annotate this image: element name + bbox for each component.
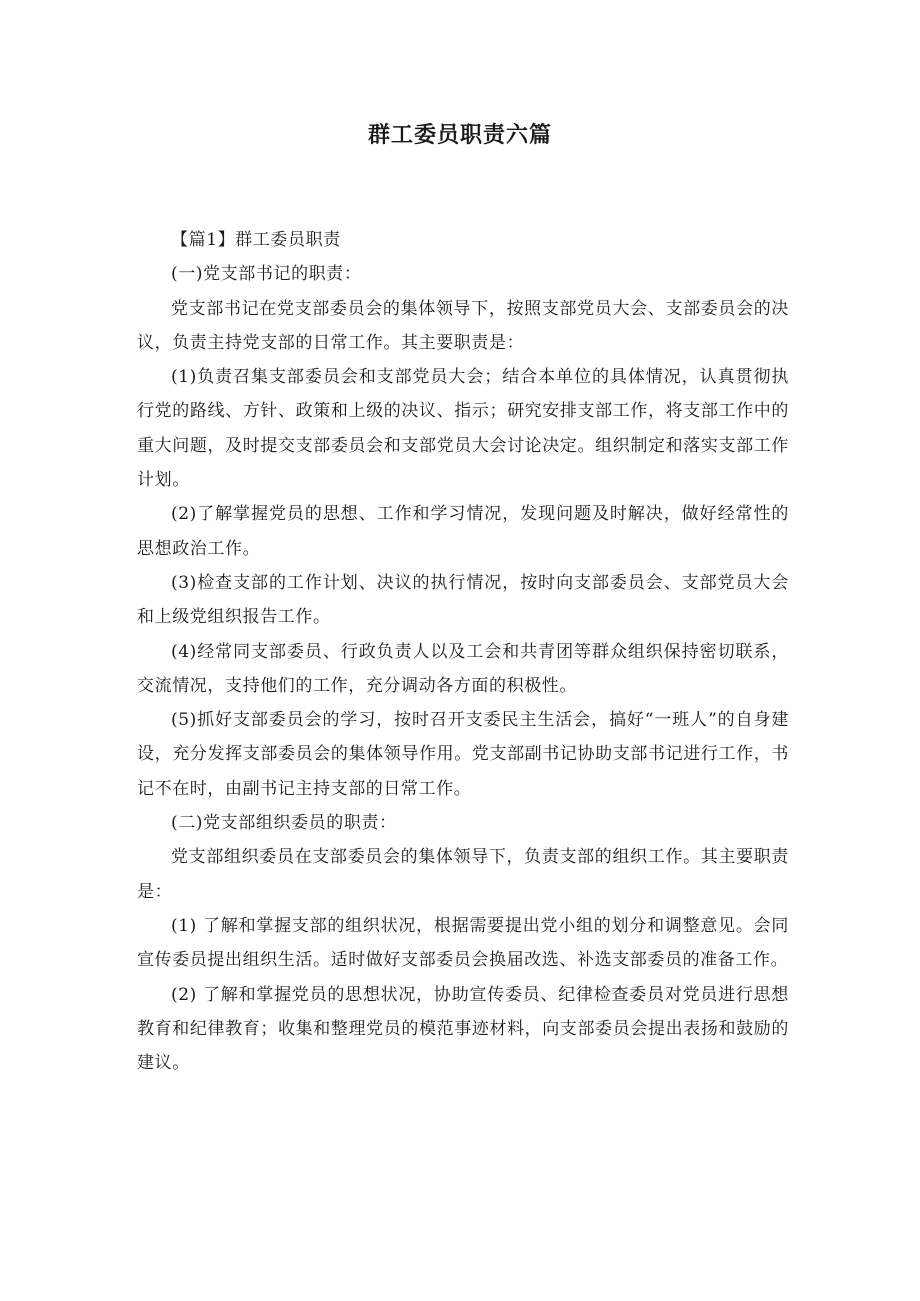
paragraph-organization-duty-2: (2) 了解和掌握党员的思想状况，协助宣传委员、纪律检查委员对党员进行思想教育和纪律教育；收集和整理党员的模范事迹材料，向支部委员会提出表扬和鼓励的建议。 bbox=[137, 984, 789, 1074]
paragraph-subheading-secretary: (一)党支部书记的职责： bbox=[171, 264, 362, 285]
paragraph-section-heading: 【篇1】群工委员职责 bbox=[171, 230, 341, 250]
paragraph-secretary-duty-3: (3)检查支部的工作计划、决议的执行情况，按时向支部委员会、支部党员大会和上级党组织报告工作。 bbox=[137, 572, 789, 628]
paragraph-subheading-organization: (二)党支部组织委员的职责： bbox=[171, 813, 397, 834]
document-body bbox=[137, 223, 789, 1080]
document-title: 群工委员职责六篇 bbox=[367, 123, 552, 148]
paragraph-secretary-duty-4: (4)经常同支部委员、行政负责人以及工会和共青团等群众组织保持密切联系，交流情况，支持他们的工作，充分调动各方面的积极性。 bbox=[137, 641, 789, 696]
paragraph-organization-duty-1: (1) 了解和掌握支部的组织状况，根据需要提出党小组的划分和调整意见。会同宣传委员提出组织生活。适时做好支部委员会换届改选、补选支部委员的准备工作。 bbox=[137, 915, 789, 971]
paragraph-secretary-duty-1: (1)负责召集支部委员会和支部党员大会；结合本单位的具体情况，认真贯彻执行党的路线、方针、政策和上级的决议、指示；研究安排支部工作，将支部工作中的重大问题，及时提交支部委员会和支部党员大会讨论决定。组织制定和落实支部工作计划。 bbox=[137, 367, 789, 491]
paragraph-secretary-duty-2: (2)了解掌握党员的思想、工作和学习情况，发现问题及时解决，做好经常性的思想政治工作。 bbox=[137, 504, 789, 559]
paragraph-secretary-duty-5: (5)抓好支部委员会的学习，按时召开支委民主生活会，搞好“一班人”的自身建设，充分发挥支部委员会的集体领导作用。党支部副书记协助支部书记进行工作，书记不在时，由副书记主持支部的日常工作。 bbox=[137, 710, 789, 799]
paragraph-secretary-intro: 党支部书记在党支部委员会的集体领导下，按照支部党员大会、支部委员会的决议，负责主持党支部的日常工作。其主要职责是： bbox=[137, 298, 789, 353]
paragraph-organization-intro: 党支部组织委员在支部委员会的集体领导下，负责支部的组织工作。其主要职责是： bbox=[137, 847, 789, 902]
